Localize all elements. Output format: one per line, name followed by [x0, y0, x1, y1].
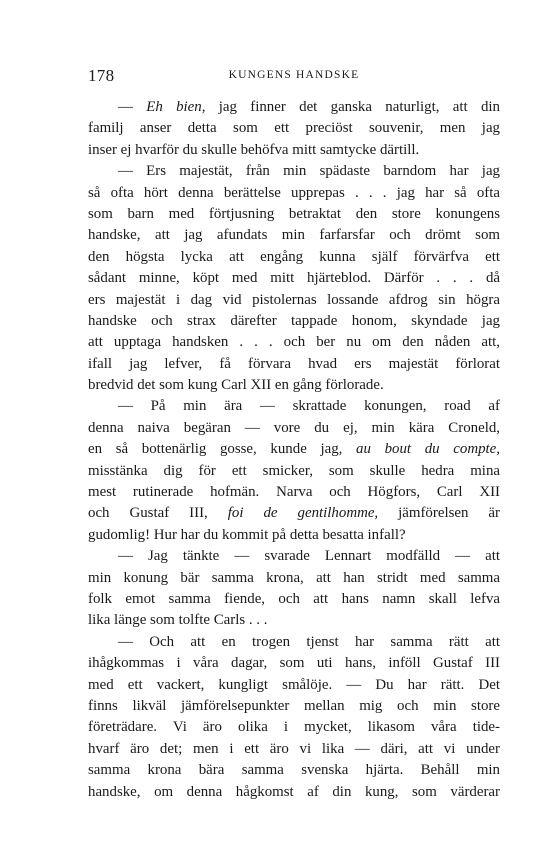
text-line: att upptaga handsken . . . och ber nu om den nåden att,: [88, 334, 500, 351]
text-line: som barn med förtjusning betraktat den store konungens: [88, 205, 500, 222]
text-line: — Eh bien, jag finner det ganska naturligt, att din: [118, 99, 501, 115]
text-line: ihågkommas i våra dagar, som uti hans, inföll Gustaf III: [88, 655, 500, 672]
italic-phrase: au bout du compte,: [356, 441, 500, 458]
text-line: denna naiva begäran — vore du ej, min kära Croneld,: [88, 419, 500, 436]
text-line: — Och att en trogen tjenst har samma rätt att: [118, 633, 500, 650]
text-line: samma krona bära samma svenska hjärta. Behåll min: [88, 762, 500, 779]
text-line: sådant minne, köpt med mitt hjärteblod. Därför . . . då: [88, 270, 500, 287]
text-line: med ett vackert, kungligt smålöje. — Du har rätt. Det: [88, 676, 500, 693]
text-line: en så bottenärlig gosse, kunde jag, au bout du compte,: [88, 441, 500, 458]
text-line: och Gustaf III, foi de gentilhomme, jämförelsen är: [88, 505, 500, 522]
italic-phrase: foi de gentilhomme,: [227, 505, 379, 522]
running-title: KUNGENS HANDSKE: [228, 69, 360, 81]
text-line: hvarf äro det; men i ett äro vi lika — däri, att vi under: [88, 740, 500, 757]
text-line: — Jag tänkte — svarade Lennart modfälld — att: [118, 548, 500, 565]
page-number: 178: [88, 66, 115, 85]
body-text: [88, 97, 500, 803]
italic-phrase: Eh bien,: [146, 99, 206, 115]
text-line: gudomlig! Hur har du kommit på detta besatta infall?: [88, 526, 406, 543]
text-line: folk emot samma fiende, och att hans namn skall lefva: [88, 590, 500, 607]
running-head: [88, 66, 500, 88]
text-line: ers majestät i dag vid pistolernas lossande afdrog sin högra: [88, 291, 500, 308]
text-line: min konung bär samma krona, att han stridt med samma: [88, 569, 500, 586]
text-line: mest rutinerade hofmän. Narva och Högfors, Carl XII: [88, 484, 500, 501]
text-line: — På min ära — skrattade konungen, road af: [118, 398, 500, 415]
text-line: handske, om denna hågkomst af din kung, som värderar: [88, 783, 500, 800]
text-line: misstänka dig för ett smicker, som skulle hedra mina: [88, 462, 500, 479]
text-line: så ofta hört denna berättelse upprepas . . . jag har så ofta: [88, 184, 500, 201]
text-line: handske och strax därefter tappade honom, skyndade jag: [88, 312, 500, 329]
text-line: bredvid det som kung Carl XII en gång förlorade.: [88, 377, 384, 394]
text-line: inser ej hvarför du skulle behöfva mitt samtycke därtill.: [88, 141, 420, 158]
text-line: handske, att jag afundats min farfarsfar och drömt som: [88, 227, 500, 244]
text-line: familj anser detta som ett preciöst souvenir, men jag: [88, 120, 500, 137]
text-line: lika länge som tolfte Carls . . .: [88, 612, 268, 629]
text-line: den högsta lycka att engång kunna själf förvärfva ett: [88, 248, 500, 265]
book-page: [88, 66, 500, 803]
text-line: företrädare. Vi äro olika i mycket, likasom våra tide-: [88, 719, 500, 736]
text-line: — Ers majestät, från min spädaste barndom har jag: [118, 163, 500, 180]
text-line: finns likväl jämförelsepunkter mellan mig och min store: [88, 697, 500, 714]
text-line: ifall jag lefver, få förvara hvad ers majestät förlorat: [88, 355, 500, 372]
